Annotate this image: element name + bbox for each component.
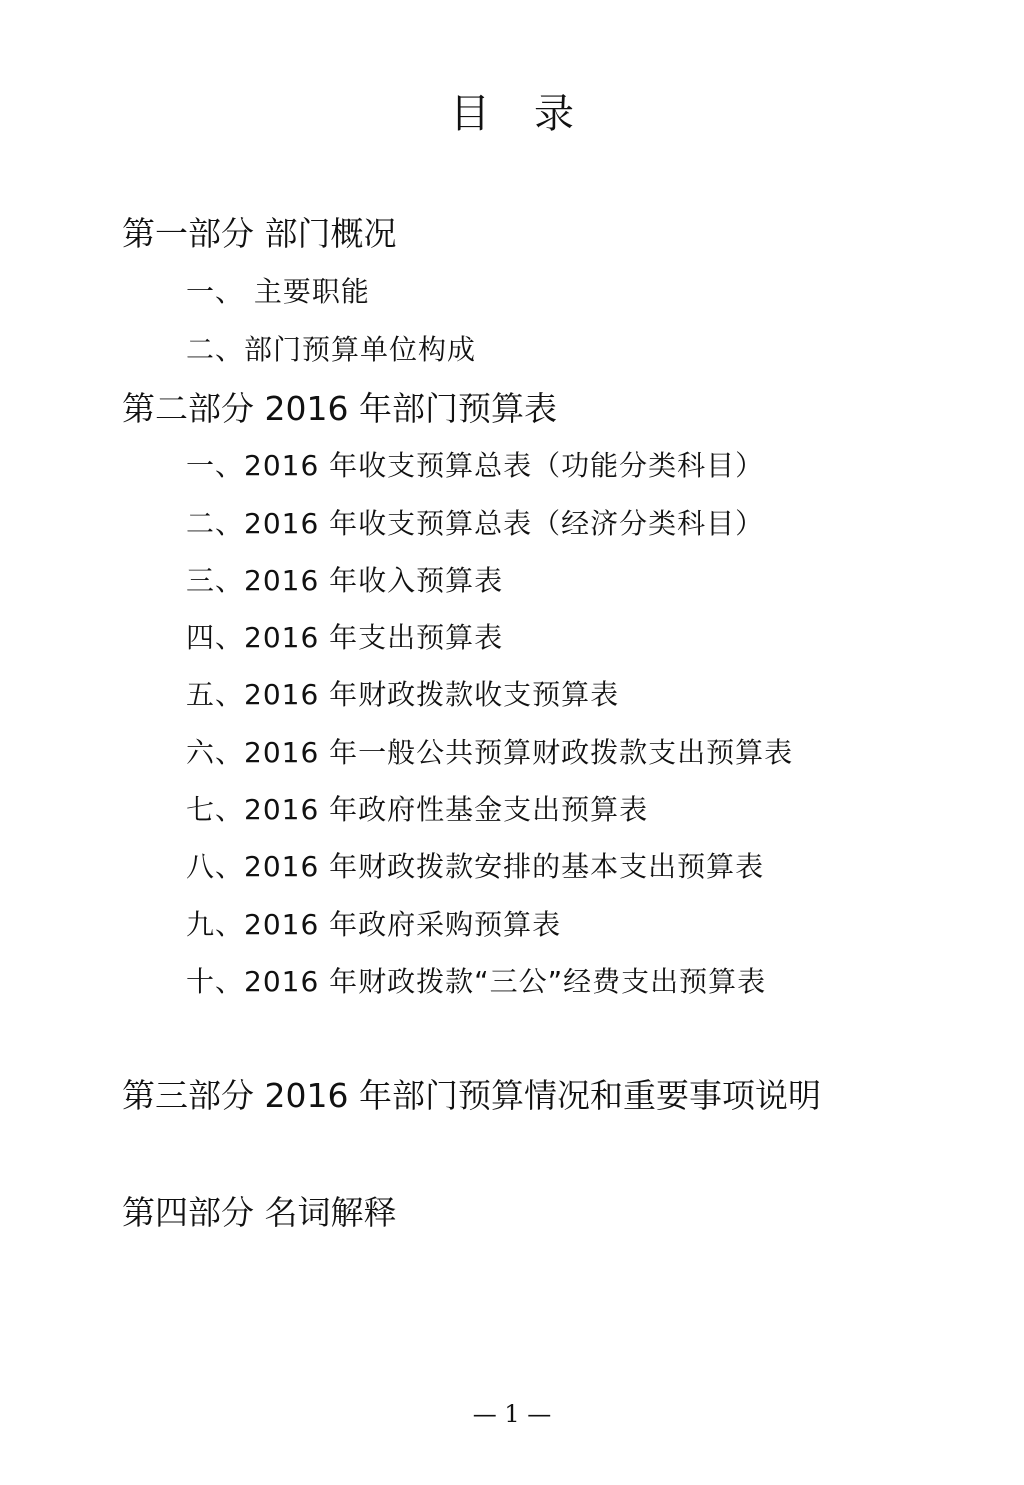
toc-item: 五、2016 年财政拨款收支预算表 [186, 678, 620, 711]
toc-item: 四、2016 年支出预算表 [186, 621, 504, 654]
toc-item: 一、2016 年收支预算总表（功能分类科目） [186, 449, 765, 482]
toc-item: 九、2016 年政府采购预算表 [186, 908, 562, 941]
page-title: 目录 [450, 91, 618, 137]
section-heading-part-4: 第四部分 名词解释 [122, 1193, 397, 1232]
toc-item: 六、2016 年一般公共预算财政拨款支出预算表 [186, 736, 794, 769]
section-heading-part-3: 第三部分 2016 年部门预算情况和重要事项说明 [122, 1076, 821, 1115]
toc-item: 二、2016 年收支预算总表（经济分类科目） [186, 507, 765, 540]
toc-item: 二、部门预算单位构成 [186, 333, 477, 366]
toc-item: 三、2016 年收入预算表 [186, 564, 504, 597]
section-heading-part-1: 第一部分 部门概况 [122, 214, 397, 253]
toc-item: 十、2016 年财政拨款“三公”经费支出预算表 [186, 965, 767, 998]
section-heading-part-2: 第二部分 2016 年部门预算表 [122, 389, 557, 428]
toc-item: 八、2016 年财政拨款安排的基本支出预算表 [186, 850, 765, 883]
toc-item: 七、2016 年政府性基金支出预算表 [186, 793, 649, 826]
toc-item: 一、 主要职能 [186, 275, 370, 308]
page-number: — 1 — [472, 1400, 552, 1428]
